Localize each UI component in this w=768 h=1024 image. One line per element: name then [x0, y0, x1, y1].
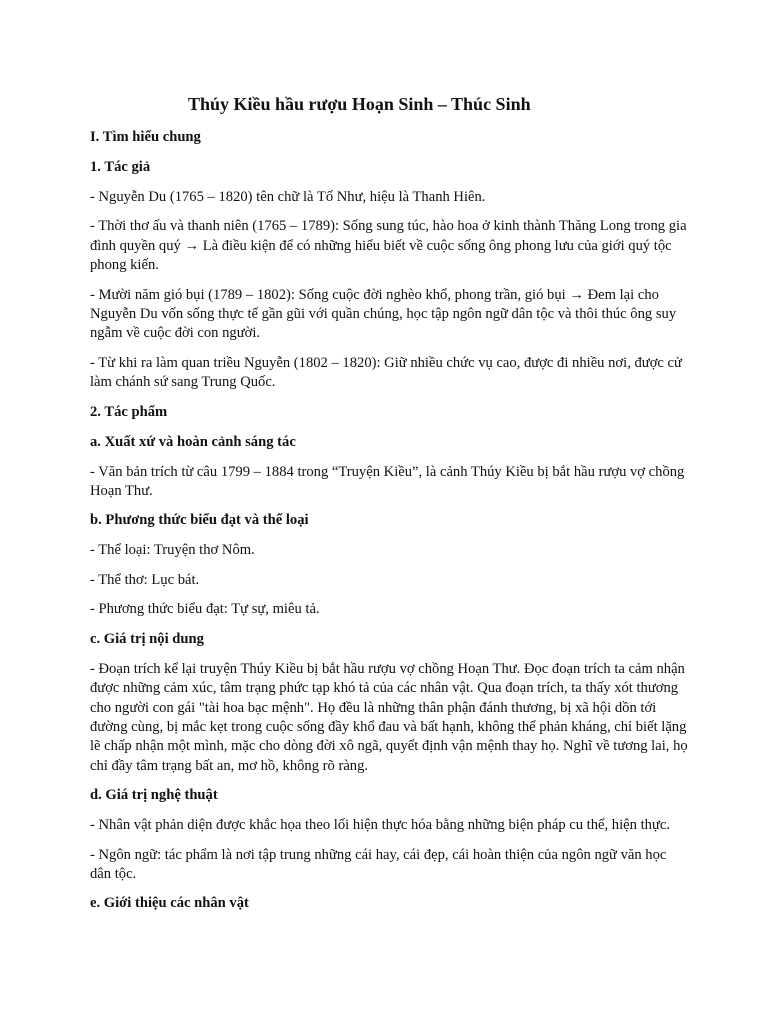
section-heading-intro: I. Tìm hiểu chung	[90, 129, 201, 145]
subsection-heading-art-value: d. Giá trị nghệ thuật	[90, 787, 218, 804]
paragraph-art-characters: - Nhân vật phản diện được khắc họa theo lối hiện thực hóa bằng những biện pháp cu thể, hiện thực.	[90, 817, 670, 834]
document-title: Thúy Kiều hầu rượu Hoạn Sinh – Thúc Sinh	[188, 94, 531, 114]
subsection-heading-author: 1. Tác giả	[90, 159, 151, 175]
document-page	[90, 92, 690, 924]
paragraph-verse-form: - Thể thơ: Lục bát.	[90, 571, 200, 588]
paragraph-author-official: - Từ khi ra làm quan triều Nguyễn (1802 – 1820): Giữ nhiều chức vụ cao, được đi nhiều nơi, được cử làm chánh sứ sang Trung Quốc.	[90, 354, 682, 391]
paragraph-origin: - Văn bản trích từ câu 1799 – 1884 trong “Truyện Kiều”, là cảnh Thúy Kiều bị bắt hầu rượu vợ chồng Hoạn Thư.	[90, 463, 685, 500]
paragraph-content-value: - Đoạn trích kể lại truyện Thúy Kiều bị bắt hầu rượu vợ chồng Hoạn Thư. Đọc đoạn trích ta cảm nhận được những cảm xúc, tâm trạng phức tạp khó tả của các nhân vật. Qua đoạn trích, ta thấy xót thương cho người con gái "tài hoa bạc mệnh". Họ đều là những thân phận đánh thương, bị xã hội dồn tới đường cùng, bị mắc kẹt trong cuộc sống đầy khổ đau và bất hạnh, không thể phản kháng, chỉ biết lặng lẽ chấp nhận một mình, mặc cho dòng đời xô ngã, quyết định vận mệnh thay họ. Nghĩ về tương lai, họ chỉ đầy tâm trạng bất an, mơ hồ, không rõ ràng.	[90, 660, 688, 774]
paragraph-expression-mode: - Phương thức biểu đạt: Tự sự, miêu tả.	[90, 601, 320, 618]
subsection-heading-genre: b. Phương thức biểu đạt và thể loại	[90, 512, 309, 529]
subsection-heading-origin: a. Xuất xứ và hoàn cảnh sáng tác	[90, 433, 296, 450]
subsection-heading-characters: e. Giới thiệu các nhân vật	[90, 895, 249, 912]
subsection-heading-work: 2. Tác phẩm	[90, 403, 168, 420]
paragraph-genre: - Thể loại: Truyện thơ Nôm.	[90, 542, 255, 559]
paragraph-author-childhood: - Thời thơ ấu và thanh niên (1765 – 1789): Sống sung túc, hào hoa ở kinh thành Thăng Long trong gia đình quyền quý → Là điều kiện để có những hiểu biết về cuộc sống ông phong lưu của giới quý tộc phong kiến.	[90, 218, 687, 274]
paragraph-art-language: - Ngôn ngữ: tác phẩm là nơi tập trung những cái hay, cái đẹp, cái hoàn thiện của ngôn ngữ văn học dân tộc.	[90, 846, 667, 882]
subsection-heading-content-value: c. Giá trị nội dung	[90, 630, 204, 647]
paragraph-author-wandering: - Mười năm gió bụi (1789 – 1802): Sống cuộc đời nghèo khổ, phong trần, gió bụi → Đem lại cho Nguyễn Du vốn sống thực tế gần gũi với quần chúng, học tập ngôn ngữ dân tộc và thôi thúc ông suy ngẫm về cuộc đời con người.	[90, 286, 677, 342]
paragraph-author-name: - Nguyễn Du (1765 – 1820) tên chữ là Tố Như, hiệu là Thanh Hiên.	[90, 189, 486, 205]
